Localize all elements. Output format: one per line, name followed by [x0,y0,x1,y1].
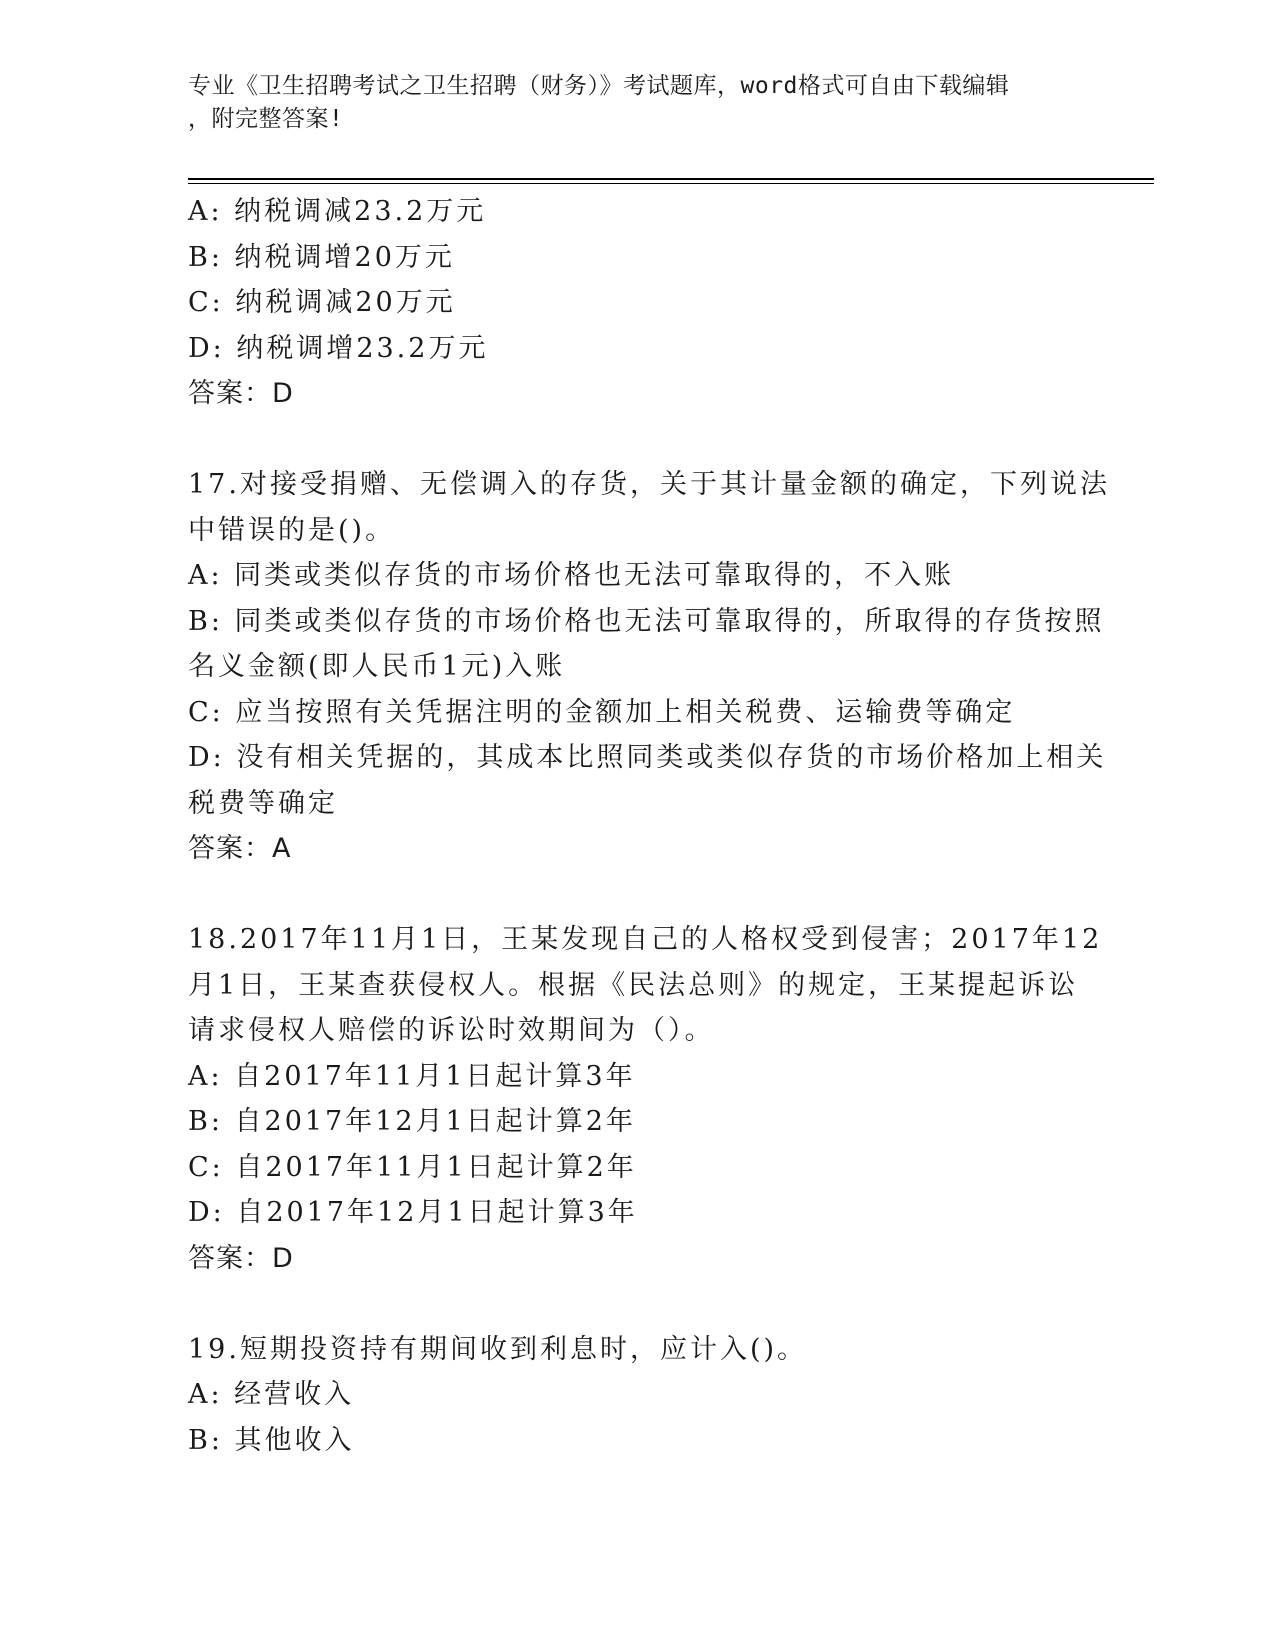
option-d: D: 自2017年12月1日起计算3年 [188,1197,638,1228]
option-a: A: 经营收入 [188,1379,355,1410]
option-b: B: 同类或类似存货的市场价格也无法可靠取得的，所取得的存货按照 [188,605,1105,637]
question-stem-line: 请求侵权人赔偿的诉讼时效期间为（）。 [188,1015,715,1046]
answer-line: 答案：D [188,1242,294,1274]
option-d: D: 纳税调增23.2万元 [188,332,489,364]
option-a: A: 自2017年11月1日起计算3年 [188,1060,636,1092]
answer-line: 答案：D [188,378,294,409]
question-stem-line: 19.短期投资持有期间收到利息时，应计入()。 [188,1333,808,1365]
question-stem-line: 月1日，王某查获侵权人。根据《民法总则》的规定，王某提起诉讼 [188,969,1079,1001]
option-b-continued: 名义金额(即人民币1元)入账 [188,651,566,682]
header-divider-thick [188,178,1154,180]
option-c: C: 纳税调减20万元 [188,287,456,318]
question-19-block [188,1327,1088,1464]
question-17-block [188,462,1110,872]
question-stem-line: 17.对接受捐赠、无偿调入的存货，关于其计量金额的确定，下列说法 [188,469,1110,500]
spacer [188,1281,1088,1327]
question-stem-line: 中错误的是()。 [188,514,396,546]
document-header [188,70,1068,136]
header-divider-thin [188,183,1154,184]
option-b: B: 自2017年12月1日起计算2年 [188,1106,636,1137]
header-line-1: 专业《卫生招聘考试之卫生招聘（财务）》考试题库，word格式可自由下载编辑 [188,73,1010,99]
header-line-2: ，附完整答案! [188,106,344,132]
question-16-block [188,189,1088,417]
option-a: A: 同类或类似存货的市场价格也无法可靠取得的，不入账 [188,560,955,591]
option-d-continued: 税费等确定 [188,787,338,819]
option-c: C: 自2017年11月1日起计算2年 [188,1151,637,1183]
spacer [188,417,1088,463]
option-b: B: 纳税调增20万元 [188,241,455,273]
question-stem-line: 18.2017年11月1日，王某发现自己的人格权受到侵害；2017年12 [188,924,1103,955]
answer-line: 答案：A [188,833,292,864]
option-b: B: 其他收入 [188,1424,355,1456]
question-content [188,189,1110,1463]
question-18-block [188,917,1103,1281]
option-d: D: 没有相关凭据的，其成本比照同类或类似存货的市场价格加上相关 [188,742,1107,773]
option-c: C: 应当按照有关凭据注明的金额加上相关税费、运输费等确定 [188,696,1016,728]
option-a: A: 纳税调减23.2万元 [188,196,487,227]
spacer [188,872,1088,918]
